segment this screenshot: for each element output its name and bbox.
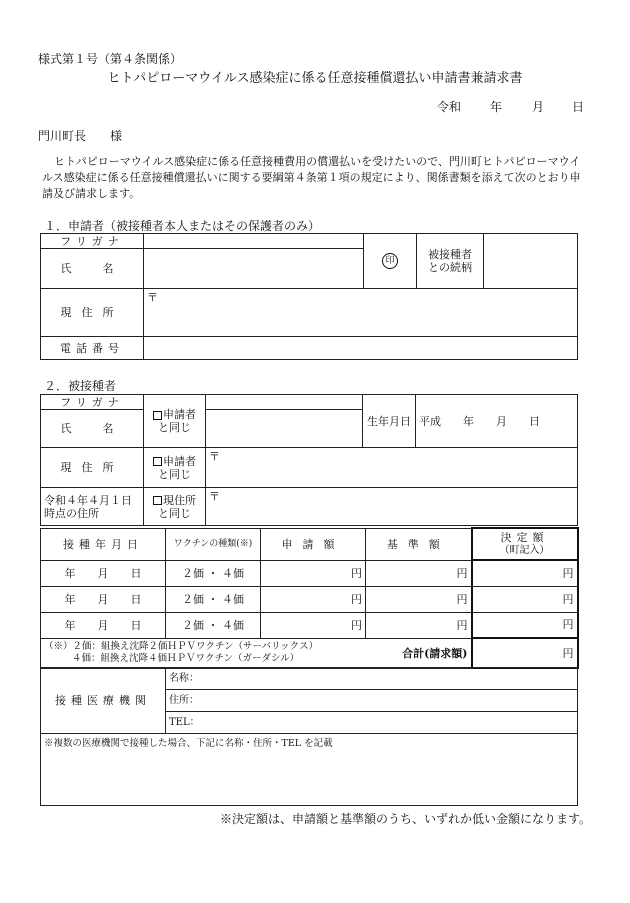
seal-cell bbox=[364, 234, 417, 289]
row-decided[interactable]: 円 bbox=[472, 612, 578, 638]
recipient-address-field[interactable] bbox=[206, 448, 578, 488]
relation-field[interactable] bbox=[484, 234, 578, 289]
page-title: ヒトパピローマウイルス感染症に係る任意接種償還払い申請書兼請求書 bbox=[107, 71, 523, 86]
row-applied[interactable]: 円 bbox=[261, 586, 366, 612]
recipient-furigana-label: フリガナ bbox=[41, 395, 144, 410]
section2-heading: ２．被接種者 bbox=[44, 379, 117, 393]
checkbox-icon[interactable] bbox=[153, 411, 162, 420]
same-as-applicant-name[interactable]: 申請者 と同じ bbox=[144, 395, 206, 448]
same-as-current-address[interactable]: 現住所 と同じ bbox=[144, 488, 206, 526]
recipient-address-label: 現住所 bbox=[41, 448, 144, 488]
header-standard-amount: 基準額 bbox=[366, 528, 472, 560]
row-date[interactable]: 年 月 日 bbox=[41, 560, 166, 586]
applicant-phone-label: 電話番号 bbox=[41, 337, 144, 360]
header-vaccine-type: ワクチンの種類(※) bbox=[166, 528, 261, 560]
table-row bbox=[41, 586, 578, 612]
checkbox-icon[interactable] bbox=[153, 457, 162, 466]
institution-table bbox=[40, 667, 578, 806]
vaccine-note: （※）２価：組換え沈降２価ＨＰＶワクチン（サーバリックス） ４価：組換え沈降４価ＨＰＶワクチン（ガーダシル） bbox=[41, 638, 366, 668]
intro-text: ヒトパピローマウイルス感染症に係る任意接種費用の償還払いを受けたいので、門川町ヒトパピローマウイルス感染症に係る任意接種償還払いに関する要綱第４条第１項の規定により、関係書類を添えて次のとおり申請及び請求します。 bbox=[42, 155, 581, 200]
row-decided[interactable]: 円 bbox=[472, 586, 578, 612]
applicant-furigana-field[interactable] bbox=[144, 234, 364, 249]
table-row bbox=[41, 612, 578, 638]
vaccination-table bbox=[40, 527, 579, 669]
multi-institution-area[interactable]: ※複数の医療機関で接種した場合、下記に名称・住所・TEL を記載 bbox=[41, 734, 578, 806]
total-label: 合計(請求額) bbox=[366, 638, 472, 668]
birthdate-label: 生年月日 bbox=[363, 395, 416, 448]
birthdate-field[interactable]: 平成 年 月 日 bbox=[416, 395, 578, 448]
header-applied-amount: 申請額 bbox=[261, 528, 366, 560]
header-date: 接種年月日 bbox=[41, 528, 166, 560]
row-vaccine[interactable]: ２価 ・ ４価 bbox=[166, 560, 261, 586]
r4-address-field[interactable] bbox=[206, 488, 578, 526]
row-date[interactable]: 年 月 日 bbox=[41, 612, 166, 638]
date-era: 令和 bbox=[437, 100, 462, 114]
applicant-address-field[interactable] bbox=[144, 289, 578, 337]
footer-note: ※決定額は、申請額と基準額のうち、いずれか低い金額になります。 bbox=[220, 812, 592, 826]
seal-icon: 印 bbox=[382, 253, 398, 269]
postal-mark: 〒 bbox=[209, 490, 220, 503]
row-standard[interactable]: 円 bbox=[366, 612, 472, 638]
row-vaccine[interactable]: ２価 ・ ４価 bbox=[166, 612, 261, 638]
applicant-table bbox=[40, 233, 578, 360]
institution-label: 接種医療機関 bbox=[41, 668, 166, 734]
table-row bbox=[41, 560, 578, 586]
row-vaccine[interactable]: ２価 ・ ４価 bbox=[166, 586, 261, 612]
postal-mark: 〒 bbox=[209, 450, 220, 463]
recipient-name-label: 氏 名 bbox=[41, 410, 144, 448]
date-year[interactable]: 年 bbox=[490, 100, 503, 114]
date-day[interactable]: 日 bbox=[572, 100, 585, 114]
row-decided[interactable]: 円 bbox=[472, 560, 578, 586]
recipient-table bbox=[40, 394, 578, 526]
institution-name-field[interactable]: 名称： bbox=[166, 668, 578, 690]
r4-address-label: 令和４年４月１日 時点の住所 bbox=[41, 488, 144, 526]
date-month[interactable]: 月 bbox=[532, 100, 545, 114]
applicant-furigana-label: フリガナ bbox=[41, 234, 144, 249]
institution-address-field[interactable]: 住所： bbox=[166, 690, 578, 712]
section1-heading: １．申請者（被接種者本人またはその保護者のみ） bbox=[44, 219, 321, 233]
recipient-furigana-field[interactable] bbox=[206, 395, 363, 410]
row-standard[interactable]: 円 bbox=[366, 560, 472, 586]
checkbox-icon[interactable] bbox=[153, 496, 162, 505]
addressee: 門川町長 様 bbox=[38, 129, 123, 143]
form-number: 様式第１号（第４条関係） bbox=[38, 52, 183, 66]
same-as-applicant-address[interactable]: 申請者 と同じ bbox=[144, 448, 206, 488]
applicant-address-label: 現住所 bbox=[41, 289, 144, 337]
row-applied[interactable]: 円 bbox=[261, 612, 366, 638]
row-date[interactable]: 年 月 日 bbox=[41, 586, 166, 612]
applicant-name-label: 氏 名 bbox=[41, 249, 144, 289]
applicant-phone-field[interactable] bbox=[144, 337, 578, 360]
row-applied[interactable]: 円 bbox=[261, 560, 366, 586]
postal-mark: 〒 bbox=[147, 291, 158, 304]
total-amount[interactable]: 円 bbox=[472, 638, 578, 668]
relation-label: 被接種者 との続柄 bbox=[417, 234, 484, 289]
applicant-name-field[interactable] bbox=[144, 249, 364, 289]
row-standard[interactable]: 円 bbox=[366, 586, 472, 612]
recipient-name-field[interactable] bbox=[206, 410, 363, 448]
header-decided-amount: 決定額 （町記入） bbox=[472, 528, 578, 560]
institution-tel-field[interactable]: TEL： bbox=[166, 712, 578, 734]
